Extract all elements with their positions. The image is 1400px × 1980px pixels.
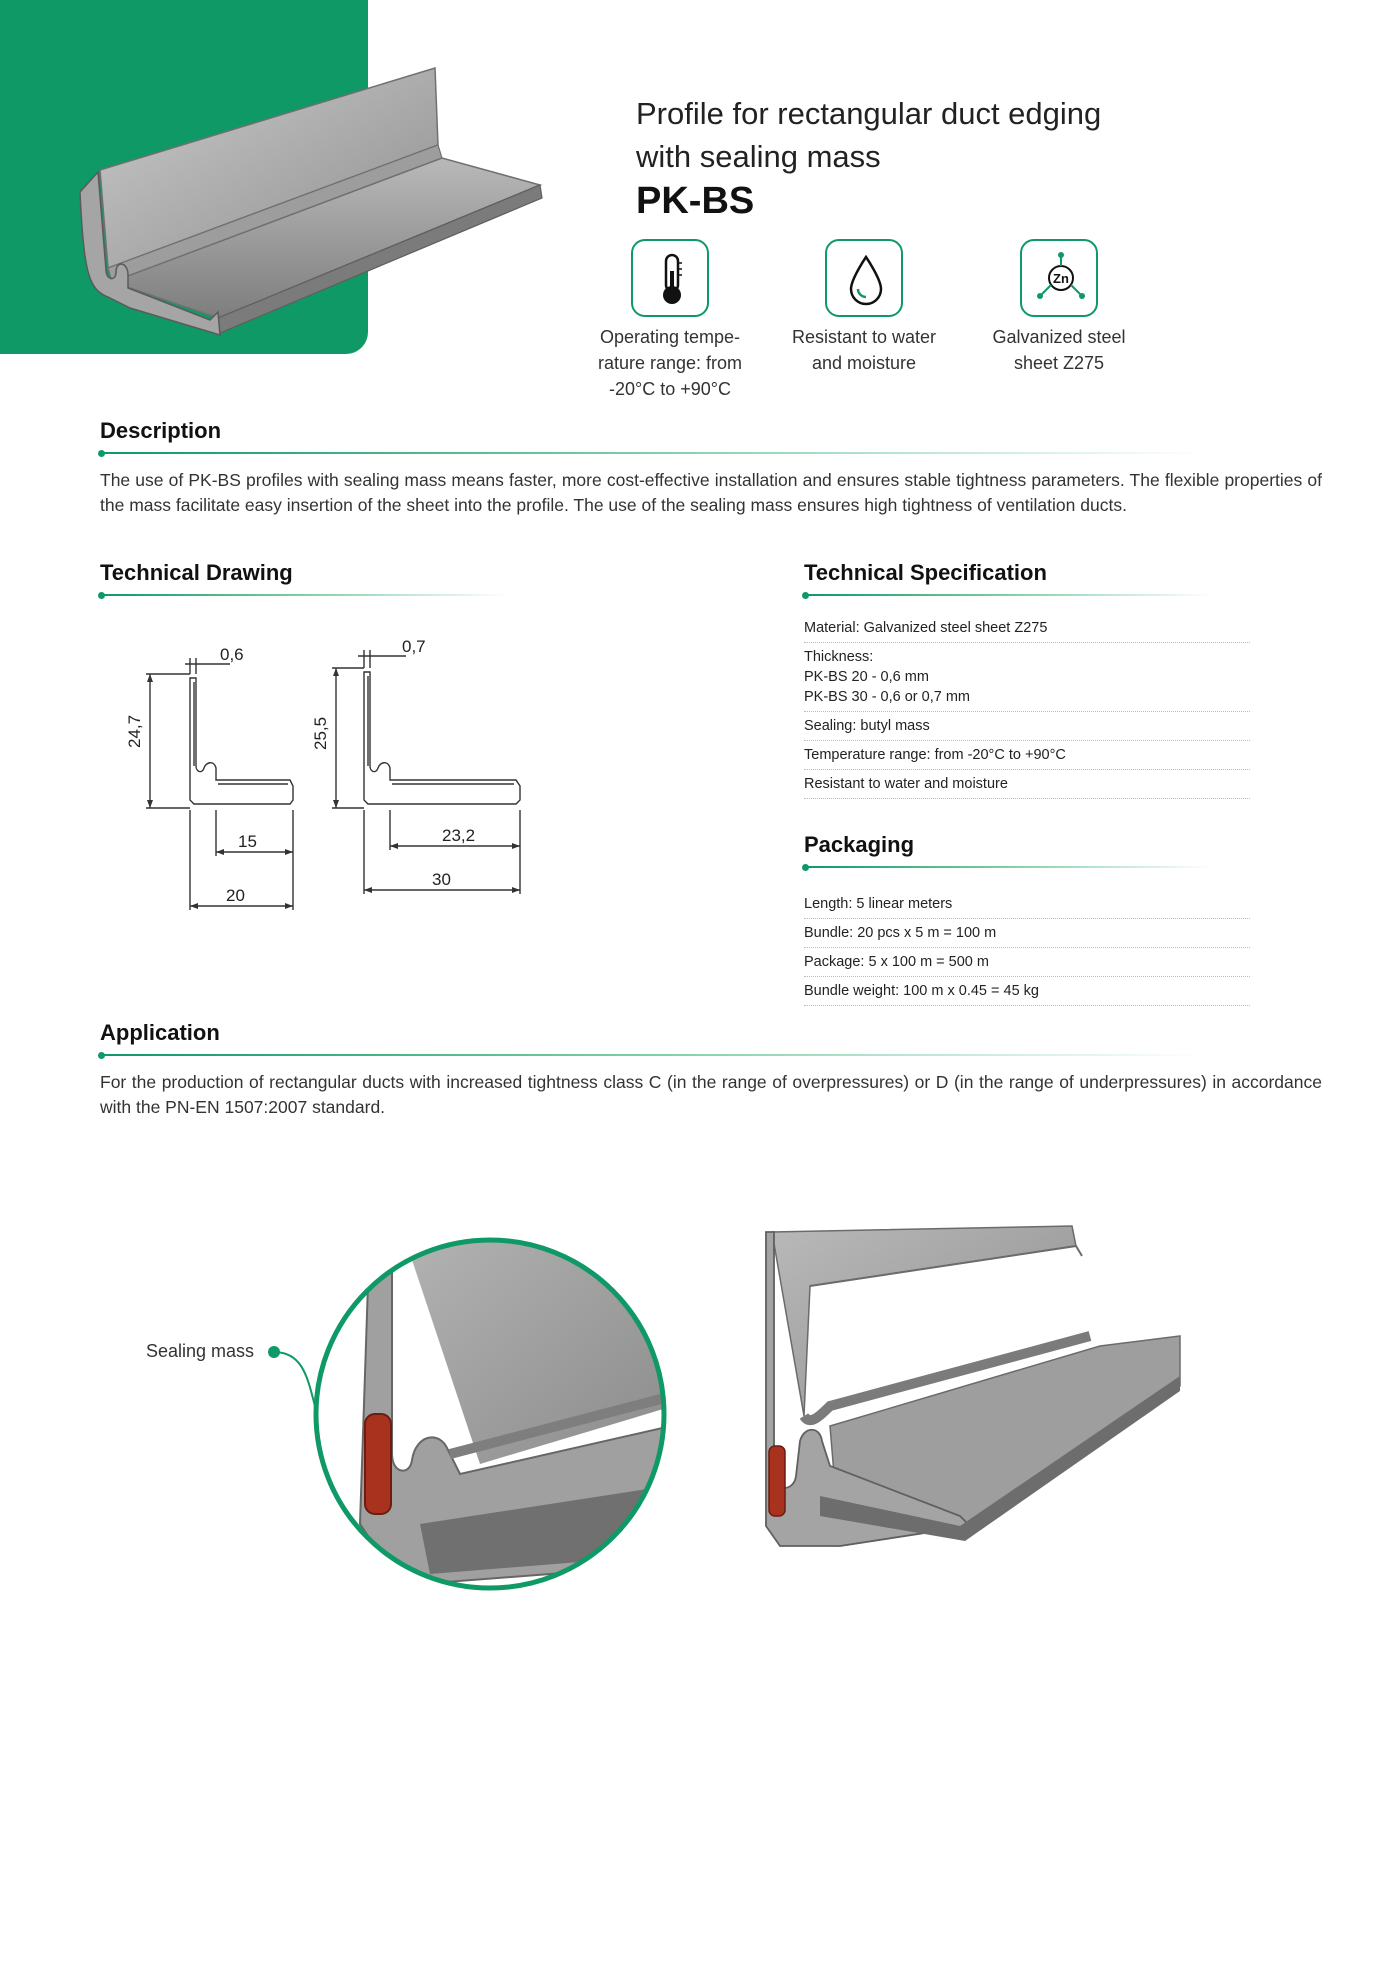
section-rule: [103, 452, 1203, 454]
technical-specification-title: Technical Specification: [804, 560, 1047, 585]
dim-right-height: 25,5: [311, 716, 330, 750]
description-title: Description: [100, 418, 222, 443]
spec-material: Material: Galvanized steel sheet Z275: [804, 614, 1250, 643]
sealing-mass-detail-image: [300, 1224, 680, 1604]
zinc-symbol-text: Zn: [1053, 271, 1069, 286]
specification-list: [804, 614, 1250, 799]
packaging-title: Packaging: [804, 832, 915, 857]
section-rule: [807, 594, 1212, 596]
profile-with-sealing-image: [760, 1226, 1200, 1566]
feature-water-text: Resistant to water and moisture: [791, 327, 937, 373]
packaging-item: Package: 5 x 100 m = 500 m: [804, 948, 1250, 977]
feature-galvanized-text: Galvanized steel sheet Z275: [992, 327, 1126, 373]
sealing-mass-label: Sealing mass: [146, 1341, 255, 1361]
description-text: The use of PK-BS profiles with sealing mass means faster, more cost-effective installation and ensures stable tightness parameters. The flexible properties of the mass facilitate easy insertion of the sheet into the profile. The use of the sealing mass ensures high tightness of ventilation ducts.: [100, 470, 1322, 515]
dim-left-inner: 15: [238, 832, 257, 851]
section-rule: [807, 866, 1212, 868]
title-line-2: with sealing mass: [636, 139, 881, 174]
section-rule: [103, 1054, 1203, 1056]
packaging-item: Length: 5 linear meters: [804, 890, 1250, 919]
spec-temperature: Temperature range: from -20°C to +90°C: [804, 741, 1250, 770]
dim-left-height: 24,7: [125, 714, 144, 748]
packaging-item: Bundle: 20 pcs x 5 m = 100 m: [804, 919, 1250, 948]
feature-temperature-text: Operating tempe- rature range: from -20°C to +90°C: [597, 327, 743, 399]
dim-right-inner: 23,2: [442, 826, 476, 845]
packaging-list: [804, 890, 1250, 1006]
zinc-icon: [1020, 239, 1098, 317]
dim-right-outer: 30: [432, 870, 451, 889]
water-drop-icon: [825, 239, 903, 317]
application-title: Application: [100, 1020, 220, 1045]
application-text: For the production of rectangular ducts with increased tightness class C (in the range of overpressures) or D (in the range of underpressures) in accordance with the PN-EN 1507:2007 standard.: [100, 1072, 1322, 1117]
packaging-item: Bundle weight: 100 m x 0.45 = 45 kg: [804, 977, 1250, 1006]
technical-drawing-title: Technical Drawing: [100, 560, 293, 585]
spec-sealing: Sealing: butyl mass: [804, 712, 1250, 741]
dim-left-outer: 20: [226, 886, 245, 905]
hero-profile-image: [50, 50, 550, 370]
thermometer-icon: [631, 239, 709, 317]
section-rule: [103, 594, 508, 596]
dim-right-thickness: 0,7: [402, 637, 426, 656]
title-line-1: Profile for rectangular duct edging: [636, 96, 1102, 131]
product-code: PK-BS: [636, 180, 755, 222]
spec-resistance: Resistant to water and moisture: [804, 770, 1250, 799]
technical-drawing: [125, 630, 550, 930]
dim-left-thickness: 0,6: [220, 645, 244, 664]
spec-thickness: Thickness: PK-BS 20 - 0,6 mm PK-BS 30 - 0,6 or 0,7 mm: [804, 643, 1250, 712]
